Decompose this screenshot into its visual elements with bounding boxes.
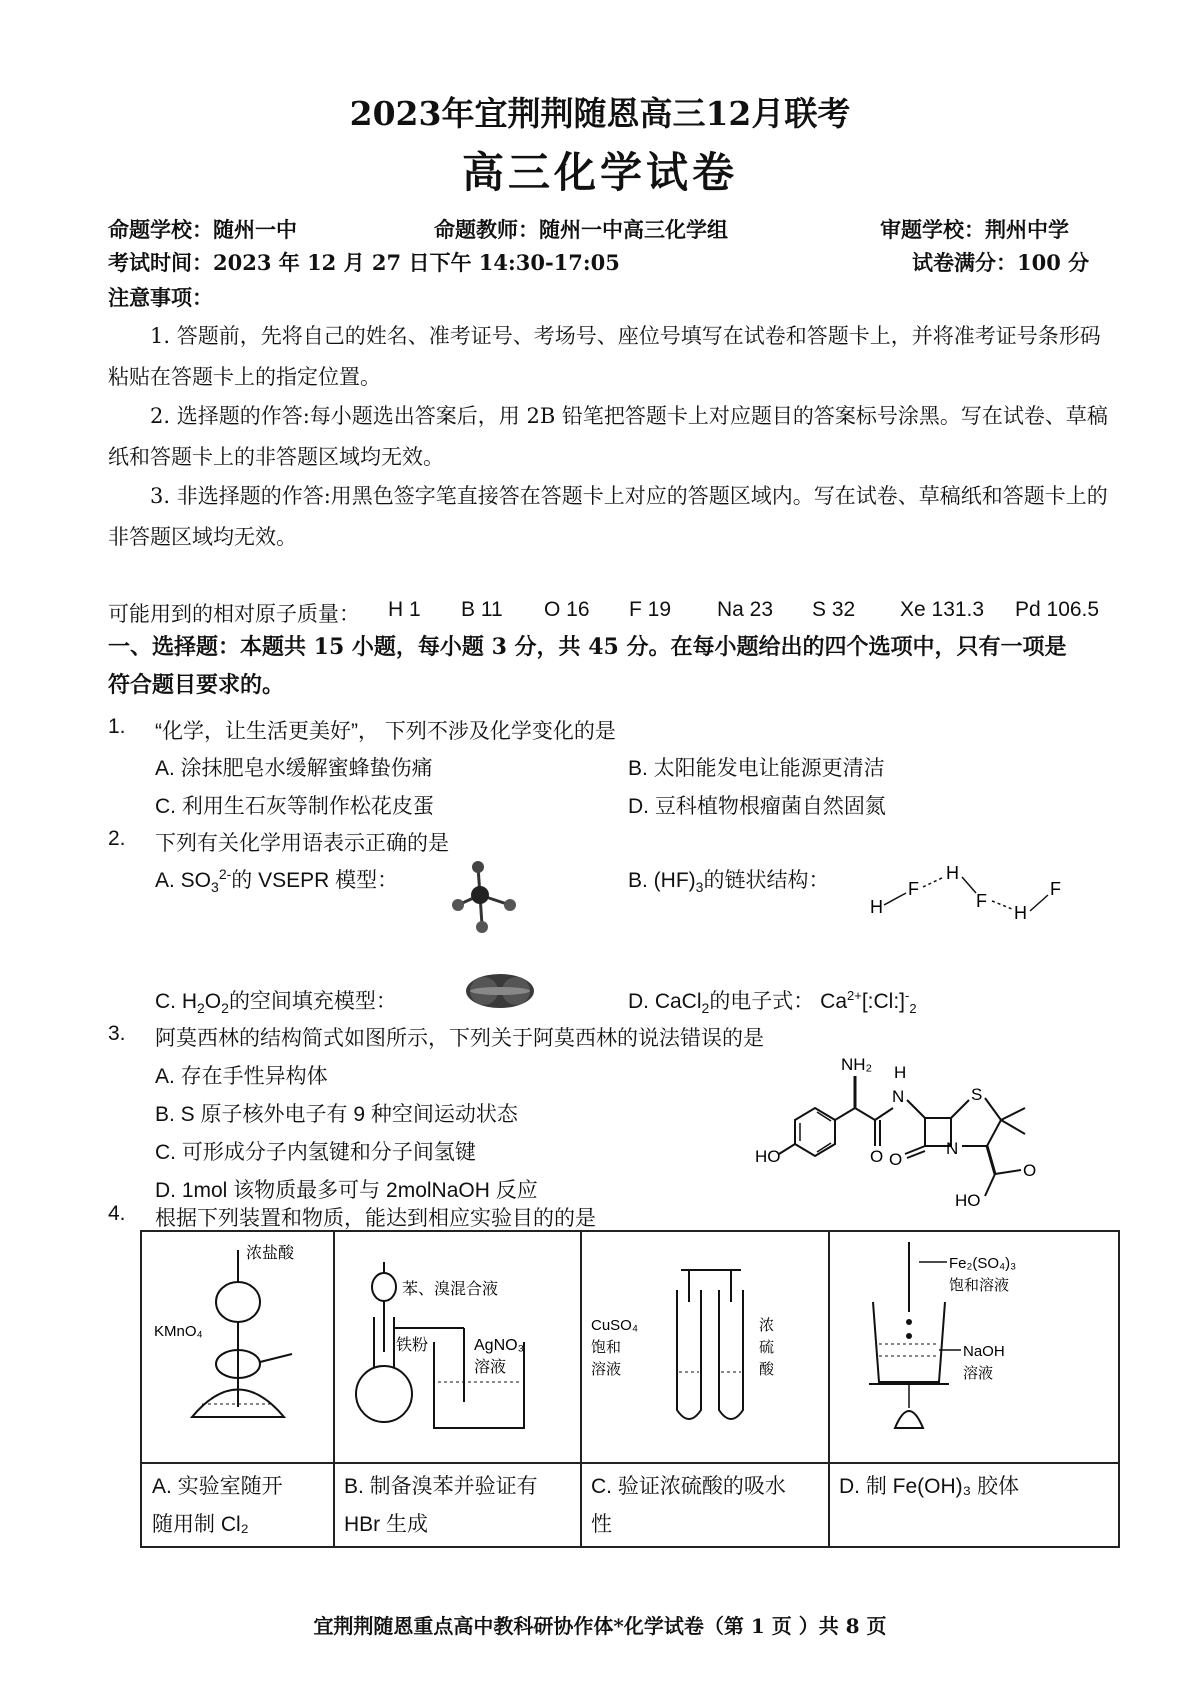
note-item-2: 2. 选择题的作答:每小题选出答案后，用 2B 铅笔把答题卡上对应题目的答案标号涂黑。写在试卷、草稿纸和答题卡上的非答题区域均无效。 xyxy=(108,404,1108,469)
q1-option-d: D. 豆科植物根瘤菌自然固氮 xyxy=(628,795,886,818)
apparatus-table xyxy=(140,1230,1120,1548)
label-agno3: AgNO₃ xyxy=(474,1337,525,1354)
atomic-mass-o: O 16 xyxy=(544,598,590,621)
cacl2-electron-formula: $Ca^{2+}[:Cl:]^-_2$ xyxy=(820,988,917,1017)
exam-subtitle: 高三化学试卷 xyxy=(461,148,738,197)
note-item-1: 1. 答题前，先将自己的姓名、准考证号、考场号、座位号填写在试卷和答题卡上，并将准考证号条形码粘贴在答题卡上的指定位置。 xyxy=(108,324,1101,389)
q4-option-b: B. 制备溴苯并验证有 HBr 生成 xyxy=(344,1475,538,1536)
exam-title: 2023年宜荆荆随恩高三12月联考 xyxy=(349,94,851,133)
hf-atom-h2: H xyxy=(946,863,959,883)
mol-label-o2: O xyxy=(889,1150,903,1169)
label-cuso4-saturated: 饱和 xyxy=(591,1339,622,1356)
q2-option-c: C. $H_2O_2$的空间填充模型： xyxy=(155,990,397,1017)
label-naoh: NaOH xyxy=(963,1343,1005,1360)
label-cuso4-solution: 溶液 xyxy=(591,1361,622,1378)
atomic-mass-h: H 1 xyxy=(388,598,421,621)
amoxicillin-structure xyxy=(755,1050,1085,1210)
hf-atom-h3: H xyxy=(1014,903,1027,923)
apparatus-d-figure xyxy=(829,1232,1120,1462)
q3-number: 3. xyxy=(108,1022,126,1045)
mol-label-s: S xyxy=(971,1085,983,1104)
notes-heading: 注意事项： xyxy=(108,285,213,310)
q2-option-d: D. CaCl$_2$的电子式： $Ca^{2+}[:Cl:]^-_2$ xyxy=(628,988,917,1017)
atomic-mass-f: F 19 xyxy=(629,598,672,621)
mol-label-nh-n: N xyxy=(892,1087,905,1106)
q1-option-c: C. 利用生石灰等制作松花皮蛋 xyxy=(155,795,434,818)
q2-option-a: A. $SO_3^{2-}$的 VSEPR 模型： xyxy=(155,866,399,896)
author-school: 命题学校：随州一中 xyxy=(108,217,297,242)
label-conc-hcl: 浓盐酸 xyxy=(246,1245,295,1262)
hf-atom-f2: F xyxy=(976,891,987,911)
mol-label-nh-h: H xyxy=(894,1063,907,1082)
label-cuso4: CuSO₄ xyxy=(591,1317,638,1334)
label-naoh-solution: 溶液 xyxy=(963,1365,994,1382)
section-heading-line2: 符合题目要求的。 xyxy=(108,672,285,698)
q3-option-a: A. 存在手性异构体 xyxy=(155,1065,328,1088)
label-sulfur: 硫 xyxy=(759,1339,775,1356)
label-conc: 浓 xyxy=(759,1317,775,1334)
mol-label-ho2: HO xyxy=(955,1191,981,1210)
q4-number: 4. xyxy=(108,1202,126,1225)
mol-label-ho: HO xyxy=(755,1147,781,1166)
q1-option-b: B. 太阳能发电让能源更清洁 xyxy=(628,757,885,780)
q1-stem: “化学，让生活更美好”， 下列不涉及化学变化的是 xyxy=(155,720,616,743)
h2o2-space-filling-figure xyxy=(462,968,538,1014)
atomic-mass-b: B 11 xyxy=(461,598,503,621)
apparatus-b-figure xyxy=(334,1232,580,1462)
atomic-mass-xe: Xe 131.3 xyxy=(900,598,985,621)
atomic-mass-pd: Pd 106.5 xyxy=(1015,598,1100,621)
review-school: 审题学校：荆州中学 xyxy=(880,217,1069,242)
hf-atom-f1: F xyxy=(908,879,919,899)
hf-atom-f3: F xyxy=(1050,879,1061,899)
hf-chain-structure xyxy=(868,855,1088,925)
note-item-3: 3. 非选择题的作答:用黑色签字笔直接答在答题卡上对应的答题区域内。写在试卷、草稿纸和答题卡上的非答题区域均无效。 xyxy=(108,484,1108,549)
q2-option-b: B. $(HF)_3$的链状结构： xyxy=(628,869,830,896)
label-acid: 酸 xyxy=(759,1361,775,1378)
full-score: 试卷满分：100 分 xyxy=(912,250,1090,275)
q1-number: 1. xyxy=(108,715,126,738)
label-fe2so43-saturated: 饱和溶液 xyxy=(949,1277,1010,1294)
mol-label-o1: O xyxy=(870,1147,884,1166)
q2-number: 2. xyxy=(108,827,126,850)
exam-time: 考试时间：2023 年 12 月 27 日下午 14:30-17:05 xyxy=(108,250,620,275)
q1-option-a: A. 涂抹肥皂水缓解蜜蜂蛰伤痛 xyxy=(155,757,433,780)
q4-option-a: A. 实验室随开 随用制 Cl₂ xyxy=(152,1475,283,1536)
page-footer: 宜荆荆随恩重点高中教科研协作体*化学试卷（第 1 页 ）共 8 页 xyxy=(313,1614,887,1638)
q3-option-c: C. 可形成分子内氢键和分子间氢键 xyxy=(155,1141,476,1164)
hf-atom-h1: H xyxy=(870,897,883,917)
mol-label-nh2: NH₂ xyxy=(841,1055,873,1074)
atomic-mass-label: 可能用到的相对原子质量： xyxy=(108,603,360,626)
apparatus-c-figure xyxy=(581,1232,828,1462)
label-agno3-solution: 溶液 xyxy=(474,1359,507,1376)
q3-stem: 阿莫西林的结构简式如图所示，下列关于阿莫西林的说法错误的是 xyxy=(155,1027,764,1050)
q3-option-b: B. S 原子核外电子有 9 种空间运动状态 xyxy=(155,1103,518,1126)
label-kmno4: KMnO₄ xyxy=(154,1323,203,1340)
q4-stem: 根据下列装置和物质，能达到相应实验目的的是 xyxy=(155,1207,596,1230)
author-teacher: 命题教师：随州一中高三化学组 xyxy=(434,217,728,242)
section-heading-line1: 一、选择题：本题共 15 小题，每小题 3 分，共 45 分。在每小题给出的四个选项中，只有一项是 xyxy=(108,634,1067,660)
label-iron-powder: 铁粉 xyxy=(396,1337,429,1354)
atomic-mass-na: Na 23 xyxy=(717,598,774,621)
mol-label-o3: O xyxy=(1023,1161,1037,1180)
mol-label-n2: N xyxy=(946,1139,959,1158)
q2-stem: 下列有关化学用语表示正确的是 xyxy=(155,832,449,855)
q4-option-d: D. 制 Fe(OH)₃ 胶体 xyxy=(839,1475,1020,1498)
atomic-mass-s: S 32 xyxy=(812,598,856,621)
q4-option-c: C. 验证浓硫酸的吸水 性 xyxy=(591,1475,786,1536)
label-fe2so43: Fe₂(SO₄)₃ xyxy=(949,1255,1017,1272)
apparatus-a-figure xyxy=(142,1232,333,1462)
q3-option-d: D. 1mol 该物质最多可与 2molNaOH 反应 xyxy=(155,1179,538,1202)
vsepr-model-figure xyxy=(440,855,530,940)
label-benzene-bromine: 苯、溴混合液 xyxy=(402,1281,499,1298)
